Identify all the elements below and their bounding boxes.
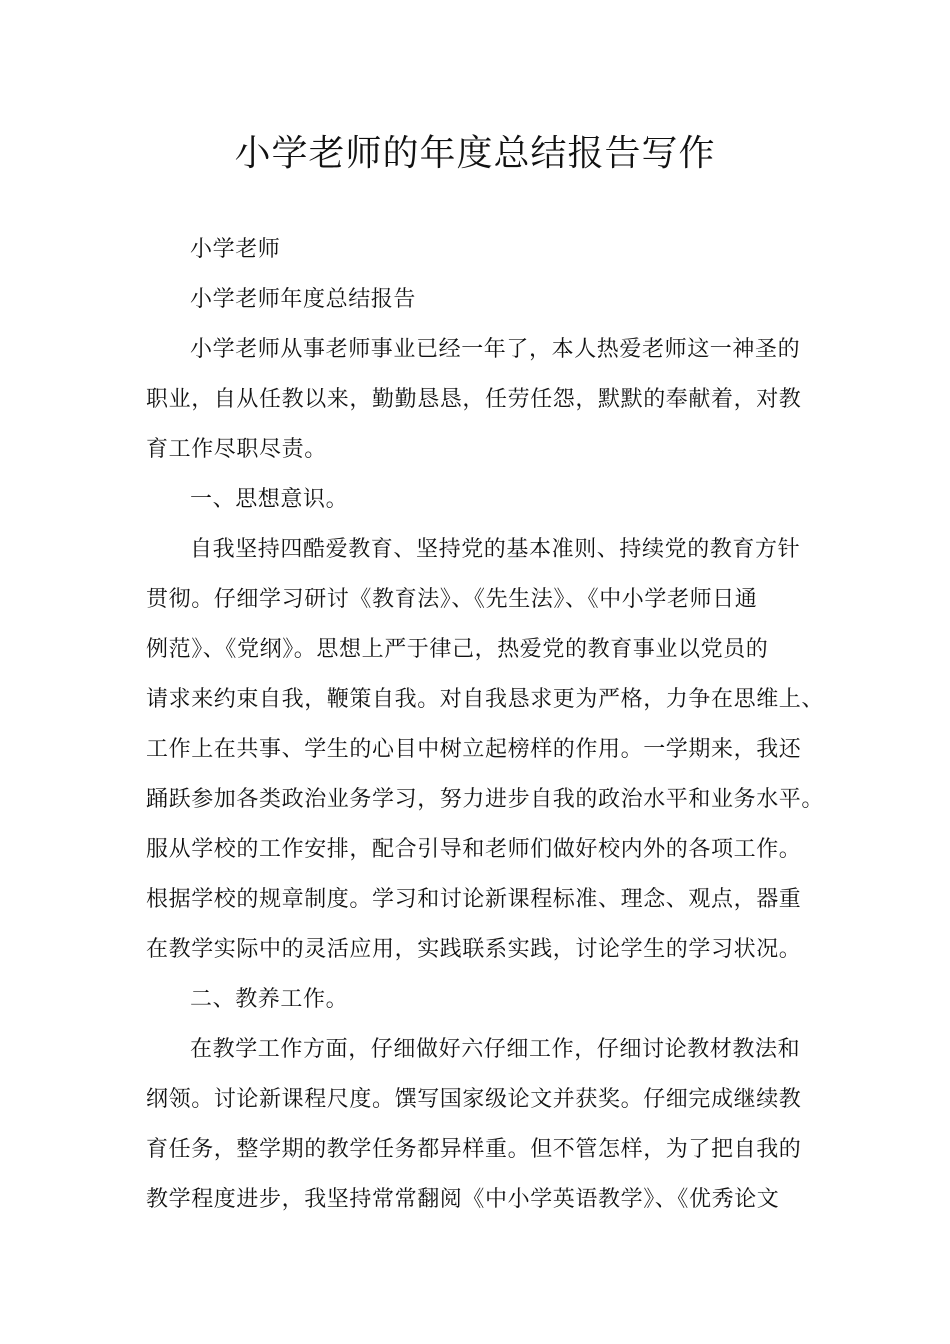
section-heading: 一、思想意识。 (190, 487, 349, 512)
text-line: 育任务，整学期的教学任务都异样重。但不管怎样，为了把自我的 (146, 1137, 802, 1162)
text-line: 职业，自从任教以来，勤勤恳恳，任劳任怨，默默的奉献着，对教 (146, 387, 802, 412)
text-line: 工作上在共事、学生的心目中树立起榜样的作用。一学期来，我还 (146, 737, 802, 762)
text-line: 例范》、《党纲》。思想上严于律己，热爱党的教育事业以党员的 (146, 637, 769, 662)
text-line: 育工作尽职尽责。 (146, 437, 327, 462)
text-line: 服从学校的工作安排，配合引导和老师们做好校内外的各项工作。 (146, 837, 802, 862)
text-line: 小学老师 (190, 237, 281, 262)
document-title: 小学老师的年度总结报告写作 (234, 133, 716, 174)
text-line: 小学老师从事老师事业已经一年了，本人热爱老师这一神圣的 (190, 337, 801, 362)
text-line: 贯彻。仔细学习研讨《教育法》、《先生法》、《中小学老师日通 (146, 587, 758, 612)
text-line: 小学老师年度总结报告 (190, 287, 417, 312)
text-line: 在教学工作方面，仔细做好六仔细工作，仔细讨论教材教法和 (190, 1037, 801, 1062)
text-line: 请求来约束自我，鞭策自我。对自我恳求更为严格，力争在思维上、 (146, 687, 825, 712)
text-line: 教学程度进步，我坚持常常翻阅《中小学英语教学》、《优秀论文 (146, 1187, 780, 1212)
section-heading: 二、教养工作。 (190, 987, 349, 1012)
text-line: 根据学校的规章制度。学习和讨论新课程标准、理念、观点，器重 (146, 887, 802, 912)
text-line: 踊跃参加各类政治业务学习，努力进步自我的政治水平和业务水平。 (146, 787, 825, 812)
text-line: 纲领。讨论新课程尺度。馔写国家级论文并获奖。仔细完成继续教 (146, 1087, 802, 1112)
text-line: 自我坚持四酷爱教育、坚持党的基本准则、持续党的教育方针 (190, 537, 801, 562)
text-line: 在教学实际中的灵活应用，实践联系实践，讨论学生的学习状况。 (146, 937, 802, 962)
